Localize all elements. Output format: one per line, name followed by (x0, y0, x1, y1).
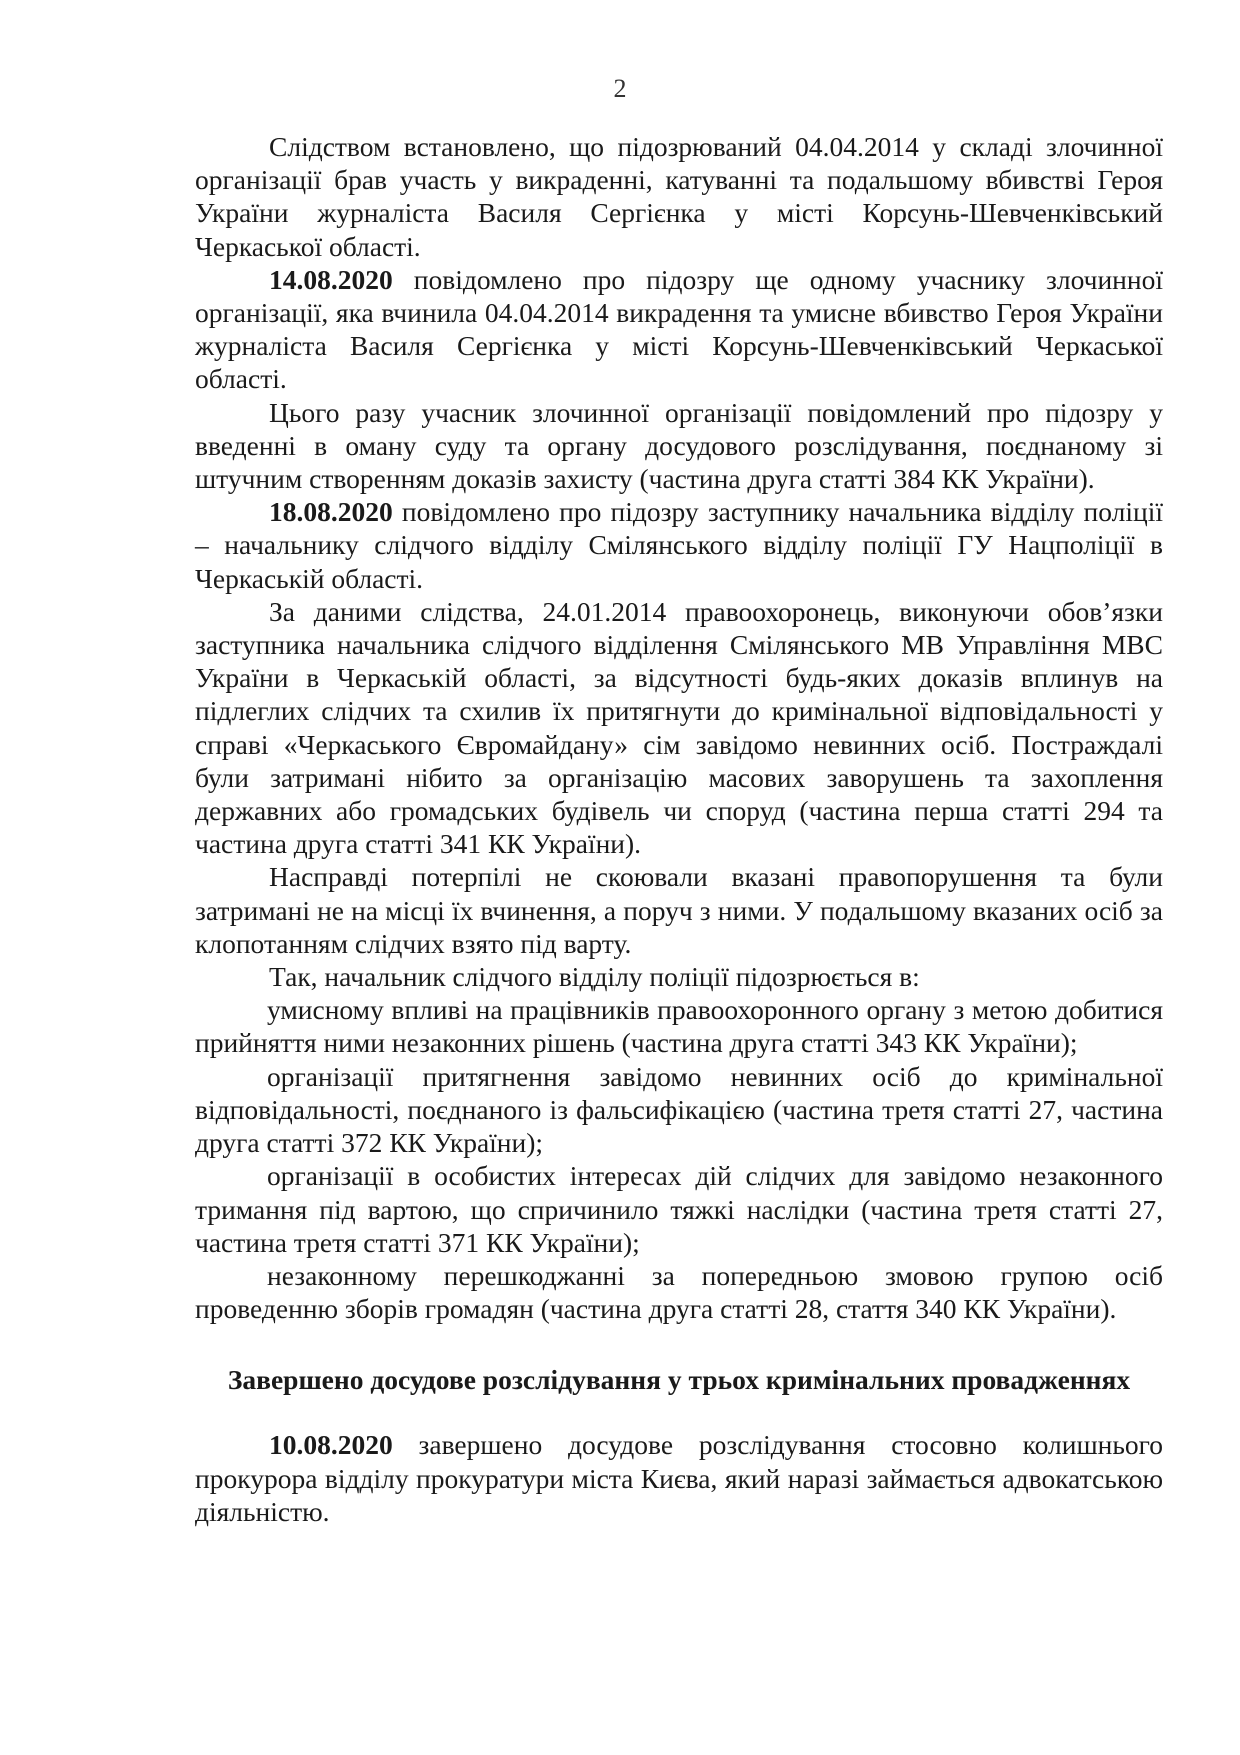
paragraph-text: завершено досудове розслідування стосовно колишнього прокурора відділу прокуратури міста Києва, який наразі займається адвокатською діяльністю. (195, 1429, 1163, 1527)
paragraph-date: 10.08.2020 (269, 1429, 393, 1461)
document-body (195, 130, 1163, 1528)
paragraph-charges-intro (195, 960, 1163, 993)
paragraph-suspicion-18-08 (195, 495, 1163, 595)
paragraph-investigation-findings (195, 130, 1163, 263)
paragraph-suspicion-details (195, 396, 1163, 496)
paragraph-completed-investigation (195, 1428, 1163, 1528)
paragraph-text: повідомлено про підозру заступнику начальника відділу поліції – начальнику слідчого відділу Смілянського відділу поліції ГУ Нацполіції в Черкаській області. (195, 496, 1163, 594)
paragraph-investigation-data (195, 595, 1163, 861)
charge-item: організації в особистих інтересах дій слідчих для завідомо незаконного тримання під вартою, що спричинило тяжкі наслідки (частина третя статті 27, частина третя статті 371 КК України); (195, 1160, 1163, 1258)
paragraph-text: Слідством встановлено, що підозрюваний 04.04.2014 у складі злочинної організації брав участь у викраденні, катуванні та подальшому вбивстві Героя України журналіста Василя Сергієнка у місті Корсунь-Шевченківський Черкаської області. (195, 131, 1163, 262)
paragraph-date: 18.08.2020 (269, 496, 393, 528)
paragraph-date: 14.08.2020 (269, 263, 393, 295)
paragraph-text: За даними слідства, 24.01.2014 правоохоронець, виконуючи обов’язки заступника начальника слідчого відділення Смілянського МВ Управління МВС України в Черкаській області, за відсутності будь-яких доказів вплинув на підлеглих слідчих та схилив їх притягнути до кримінальної відповідальності у справі «Черкаського Євромайдану» сім завідомо невинних осіб. Постраждалі були затримані нібито за організацію масових заворушень та захоплення державних або громадських будівель чи споруд (частина перша статті 294 та частина друга статті 341 КК України). (195, 595, 1163, 860)
paragraph-text: Цього разу учасник злочинної організації повідомлений про підозру у введенні в оману суду та органу досудового розслідування, поєднаному зі штучним створенням доказів захисту (частина друга статті 384 КК України). (195, 396, 1163, 495)
paragraph-victims (195, 860, 1163, 960)
page-number: 2 (613, 74, 627, 103)
paragraph-text: повідомлено про підозру ще одному учаснику злочинної організації, яка вчинила 04.04.2014 викрадення та умисне вбивство Героя України журналіста Василя Сергієнка у місті Корсунь-Шевченківський Черкаської області. (195, 263, 1163, 395)
charge-item: організації притягнення завідомо невинних осіб до кримінальної відповідальності, поєднаного із фальсифікацією (частина третя статті 27, частина друга статті 372 КК України); (195, 1060, 1163, 1159)
spacer (195, 1396, 1163, 1428)
paragraph-suspicion-14-08 (195, 263, 1163, 396)
section-heading: Завершено досудове розслідування у трьох кримінальних провадженнях (227, 1364, 1131, 1396)
paragraph-text: Так, начальник слідчого відділу поліції підозрюється в: (269, 961, 920, 993)
spacer (195, 1325, 1163, 1363)
charge-item: умисному впливі на працівників правоохоронного органу з метою добитися прийняття ними незаконних рішень (частина друга статті 343 КК України); (195, 994, 1163, 1059)
paragraph-text: Насправді потерпілі не скоювали вказані правопорушення та були затримані не на місці їх вчинення, а поруч з ними. У подальшому вказаних осіб за клопотанням слідчих взято під варту. (195, 861, 1163, 959)
charge-item: незаконному перешкоджанні за попередньою змовою групою осіб проведенню зборів громадян (частина друга статті 28, стаття 340 КК України). (195, 1259, 1163, 1325)
